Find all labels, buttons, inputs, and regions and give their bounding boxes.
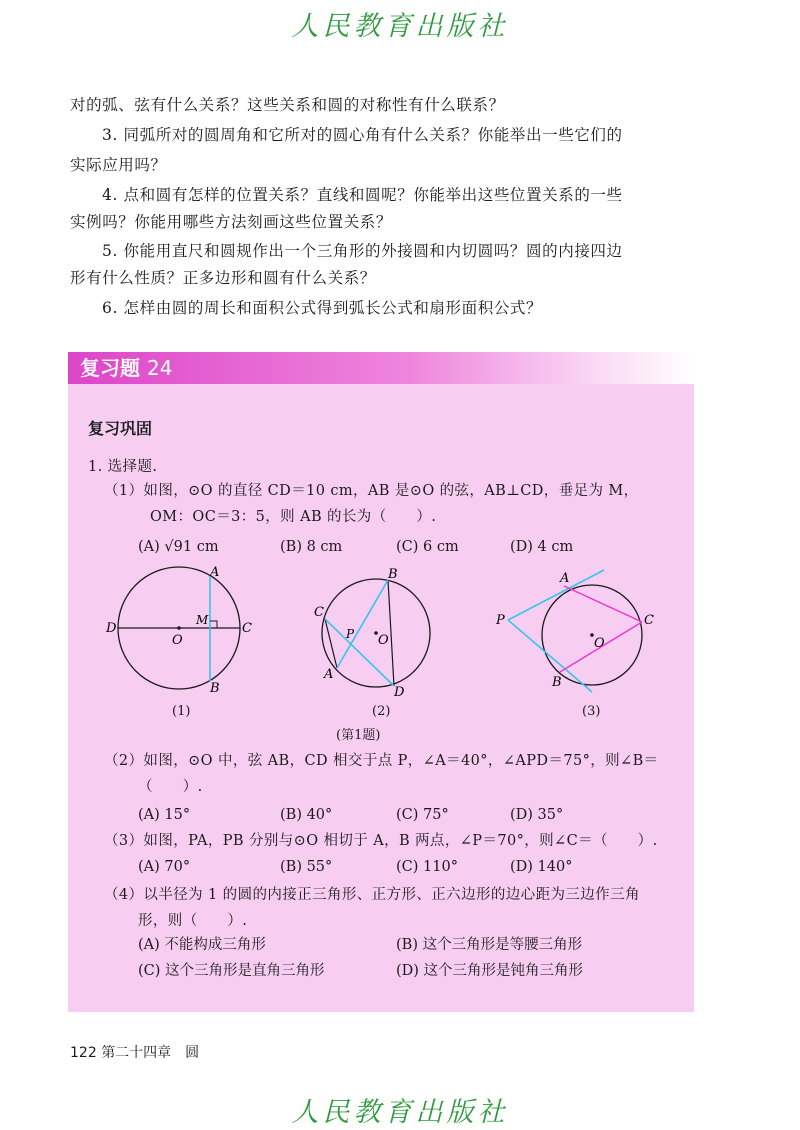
- label-a: A: [210, 566, 220, 580]
- page-number: 122: [70, 1045, 97, 1061]
- publisher-logo-top: 人民教育出版社: [291, 11, 509, 42]
- review-number: 24: [146, 356, 173, 380]
- q1-2-option-b: (B) 40°: [280, 807, 333, 823]
- section-heading: 复习巩固: [88, 419, 153, 438]
- review-banner: [68, 352, 694, 384]
- label-o: O: [594, 636, 605, 651]
- intro-line-1: 对的弧、弦有什么关系？这些关系和圆的对称性有什么联系？: [70, 96, 505, 114]
- q1-1-option-b: (B) 8 cm: [280, 539, 343, 555]
- q1-4-line2: 形，则（ ）.: [138, 913, 248, 929]
- q1-3-option-d: (D) 140°: [510, 859, 573, 875]
- intro-line-5: 实例吗？你能用哪些方法刻画这些位置关系？: [70, 213, 393, 231]
- review-exercise-box: [68, 352, 694, 1012]
- q1-3-line1: （3）如图，PA，PB 分别与⊙O 相切于 A，B 两点，∠P＝70°，则∠C＝（ ）.: [104, 833, 658, 849]
- q1-3-option-a: (A) 70°: [138, 859, 191, 875]
- figure-1: [104, 566, 264, 696]
- figure-3: [492, 562, 672, 697]
- label-p: P: [346, 627, 355, 641]
- figure-2: [314, 566, 444, 696]
- tangent-pb: [508, 620, 592, 692]
- center-dot: [177, 626, 181, 630]
- q1-4-option-b: (B) 这个三角形是等腰三角形: [396, 937, 583, 953]
- label-o: O: [378, 633, 389, 648]
- intro-line-4: 4. 点和圆有怎样的位置关系？直线和圆呢？你能举出这些位置关系的一些: [102, 186, 623, 204]
- page-footer: [70, 1042, 199, 1062]
- figure-3-caption: (3): [582, 704, 601, 719]
- review-title: [80, 354, 172, 382]
- figure-1-caption: (1): [172, 704, 191, 719]
- q1-1-option-c: (C) 6 cm: [396, 539, 459, 555]
- label-c: C: [242, 621, 252, 636]
- right-angle-mark: [210, 621, 217, 628]
- q1-4-line1: （4）以半径为 1 的圆的内接正三角形、正方形、正六边形的边心距为三边作三角: [104, 887, 640, 903]
- q1-title: 1. 选择题.: [88, 459, 158, 475]
- label-a: A: [324, 667, 334, 682]
- q1-4-option-a: (A) 不能构成三角形: [138, 937, 266, 953]
- chord-ac: [564, 586, 642, 622]
- tangent-pa: [508, 570, 604, 620]
- q1-1-option-a: (A) √91 cm: [138, 539, 219, 555]
- intro-line-2: 3. 同弧所对的圆周角和它所对的圆心角有什么关系？你能举出一些它们的: [102, 126, 623, 144]
- q1-2-option-c: (C) 75°: [396, 807, 449, 823]
- intro-line-7: 形有什么性质？正多边形和圆有什么关系？: [70, 269, 376, 287]
- intro-line-3: 实际应用吗？: [70, 156, 167, 174]
- q1-2-line1: （2）如图，⊙O 中，弦 AB，CD 相交于点 P，∠A＝40°，∠APD＝75°，则∠B＝: [104, 753, 659, 769]
- q1-2-option-d: (D) 35°: [510, 807, 564, 823]
- review-title-text: 复习题: [80, 356, 140, 380]
- publisher-logo-bottom: 人民教育出版社: [291, 1097, 509, 1128]
- chord-bd: [388, 580, 394, 686]
- label-c: C: [644, 613, 654, 628]
- q1-4-option-c: (C) 这个三角形是直角三角形: [138, 963, 325, 979]
- label-b: B: [388, 567, 398, 582]
- q1-3-option-b: (B) 55°: [280, 859, 333, 875]
- label-o: O: [172, 633, 183, 648]
- q1-2-option-a: (A) 15°: [138, 807, 191, 823]
- label-c: C: [314, 605, 324, 620]
- label-p: P: [496, 613, 505, 628]
- q1-4-option-d: (D) 这个三角形是钝角三角形: [396, 963, 584, 979]
- figure-2-caption: (2): [372, 704, 391, 719]
- label-b: B: [552, 675, 562, 690]
- label-b: B: [210, 681, 220, 696]
- chord-ca: [325, 619, 337, 668]
- q1-1-line2: OM：OC＝3：5，则 AB 的长为（ ）.: [150, 509, 437, 525]
- q1-1-line1: （1）如图，⊙O 的直径 CD＝10 cm，AB 是⊙O 的弦，AB⊥CD，垂足为 M，: [104, 483, 639, 499]
- q1-2-line2: （ ）.: [138, 779, 203, 795]
- label-d: D: [106, 621, 117, 636]
- q1-1-option-d: (D) 4 cm: [510, 539, 574, 555]
- label-m: M: [196, 613, 209, 627]
- intro-line-8: 6. 怎样由圆的周长和面积公式得到弧长公式和扇形面积公式？: [102, 299, 543, 317]
- intro-line-6: 5. 你能用直尺和圆规作出一个三角形的外接圆和内切圆吗？圆的内接四边: [102, 242, 623, 260]
- figure-group-caption: (第1题): [336, 728, 381, 743]
- label-d: D: [394, 685, 405, 696]
- chapter-title: 第二十四章 圆: [101, 1045, 200, 1061]
- q1-3-option-c: (C) 110°: [396, 859, 458, 875]
- label-a: A: [560, 571, 570, 586]
